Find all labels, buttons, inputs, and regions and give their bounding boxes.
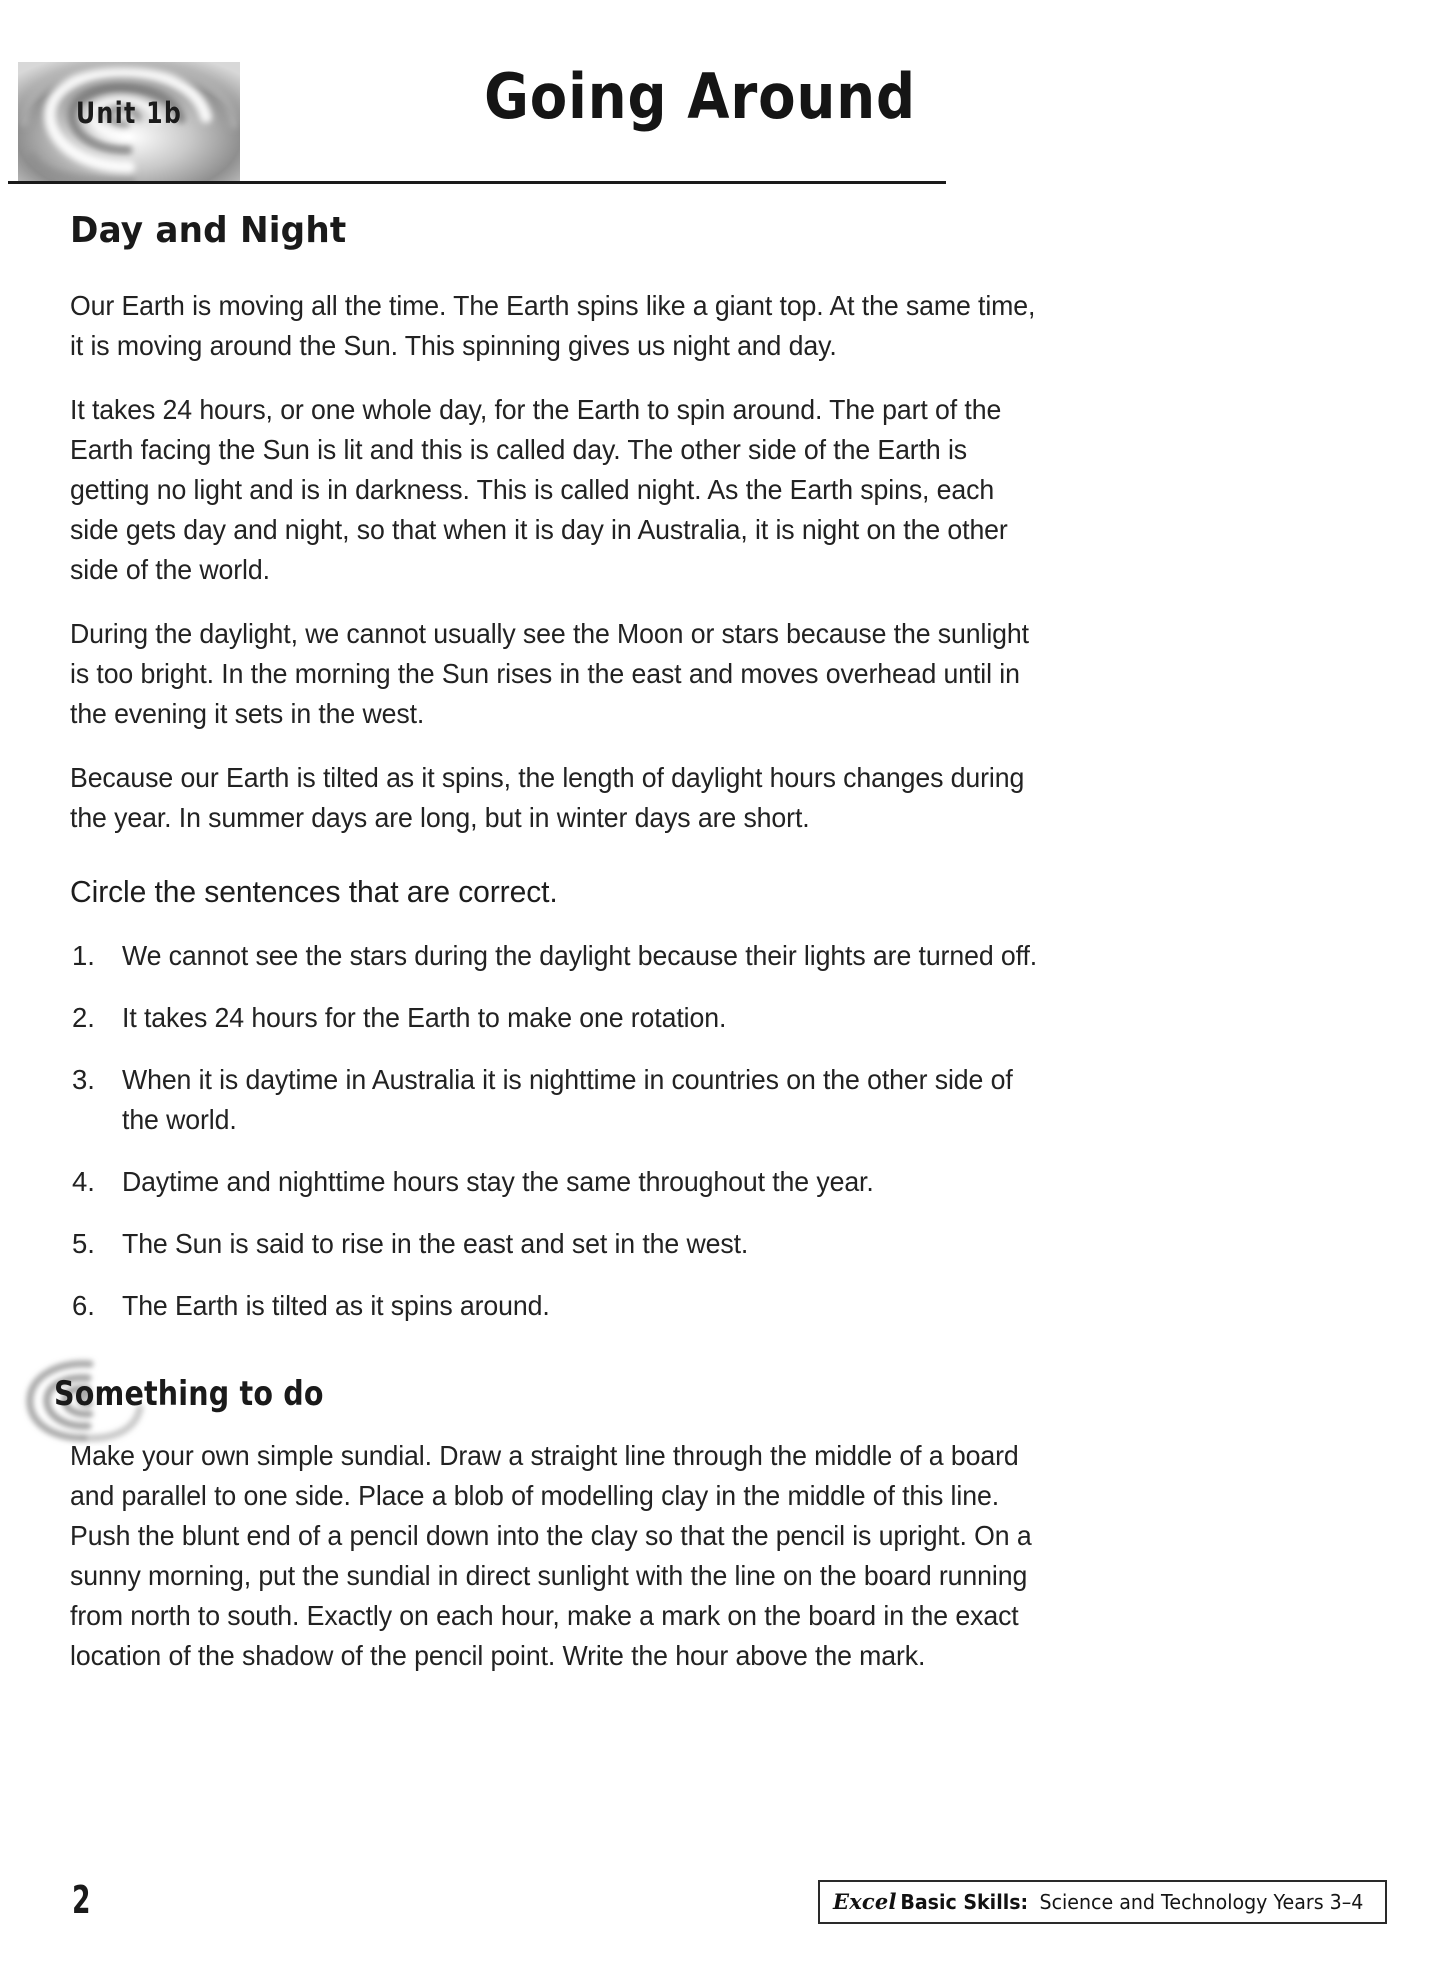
list-item[interactable] — [70, 998, 1080, 1038]
spacer — [70, 838, 1335, 872]
list-item-text: The Sun is said to rise in the east and set in the west. — [122, 1228, 749, 1259]
list-item[interactable] — [70, 1162, 1080, 1202]
unit-badge-label: Unit 1b — [75, 96, 183, 130]
paragraph-1: Our Earth is moving all the time. The Earth spins like a giant top. At the same time, it is moving around the Sun. This spinning gives us night and day. — [70, 290, 1036, 361]
footer-imprint-box — [818, 1880, 1387, 1924]
paragraph-4: Because our Earth is tilted as it spins, the length of daylight hours changes during the year. In summer days are long, but in winter days are short. — [70, 762, 1025, 833]
list-item-number: 3. — [72, 1064, 95, 1095]
list-item-text: The Earth is tilted as it spins around. — [122, 1290, 550, 1321]
footer-subject: Science and Technology Years 3–4 — [1039, 1890, 1364, 1914]
spacer — [70, 912, 1335, 936]
question-list — [70, 936, 1080, 1326]
list-item-number: 4. — [72, 1166, 95, 1197]
paragraph-2: It takes 24 hours, or one whole day, for the Earth to spin around. The part of the Earth facing the Sun is lit and this is called day. The other side of the Earth is getting no light and is in darkness. This is called night. As the Earth spins, each side gets day and night, so that when it is day in Australia, it is night on the other side of the world. — [70, 394, 1008, 585]
section-heading-day-and-night: Day and Night — [70, 210, 347, 251]
list-item[interactable] — [70, 1286, 1080, 1326]
page-content — [54, 210, 1335, 1676]
spacer — [70, 252, 1335, 286]
list-item[interactable] — [70, 936, 1080, 976]
list-item[interactable] — [70, 1224, 1080, 1264]
list-item-number: 1. — [72, 940, 95, 971]
list-item-text: Daytime and nighttime hours stay the same throughout the year. — [122, 1166, 874, 1197]
page-title: Going Around — [484, 60, 916, 133]
header-divider — [8, 181, 946, 184]
list-item[interactable] — [70, 1060, 1080, 1140]
spacer — [70, 734, 1335, 758]
list-item-number: 2. — [72, 1002, 95, 1033]
list-item-number: 6. — [72, 1290, 95, 1321]
instruction-heading: Circle the sentences that are correct. — [70, 874, 558, 909]
activity-header — [54, 1372, 1335, 1436]
page-footer — [0, 1852, 1445, 1982]
unit-badge — [18, 62, 240, 183]
paragraph-3: During the daylight, we cannot usually see the Moon or stars because the sunlight is too bright. In the morning the Sun rises in the east and moves overhead until in the evening it sets in the west. — [70, 618, 1029, 729]
spacer — [70, 366, 1335, 390]
list-item-text: We cannot see the stars during the daylight because their lights are turned off. — [122, 940, 1038, 971]
page-header — [0, 0, 1445, 190]
page-number: 2 — [72, 1878, 91, 1922]
footer-brand-sub: Basic Skills: — [900, 1890, 1028, 1914]
list-item-number: 5. — [72, 1228, 95, 1259]
footer-brand: Excel — [833, 1889, 897, 1914]
list-item-text: When it is daytime in Australia it is nighttime in countries on the other side of the world. — [122, 1064, 1013, 1135]
spacer — [70, 590, 1335, 614]
list-item-text: It takes 24 hours for the Earth to make one rotation. — [122, 1002, 727, 1033]
activity-paragraph: Make your own simple sundial. Draw a straight line through the middle of a board and parallel to one side. Place a blob of modelling clay in the middle of this line. Push the blunt end of a pencil down into the clay so that the pencil is upright. On a sunny morning, put the sundial in direct sunlight with the line on the board running from north to south. Exactly on each hour, make a mark on the board in the exact location of the shadow of the pencil point. Write the hour above the mark. — [70, 1440, 1032, 1671]
activity-title: Something to do — [54, 1374, 324, 1414]
